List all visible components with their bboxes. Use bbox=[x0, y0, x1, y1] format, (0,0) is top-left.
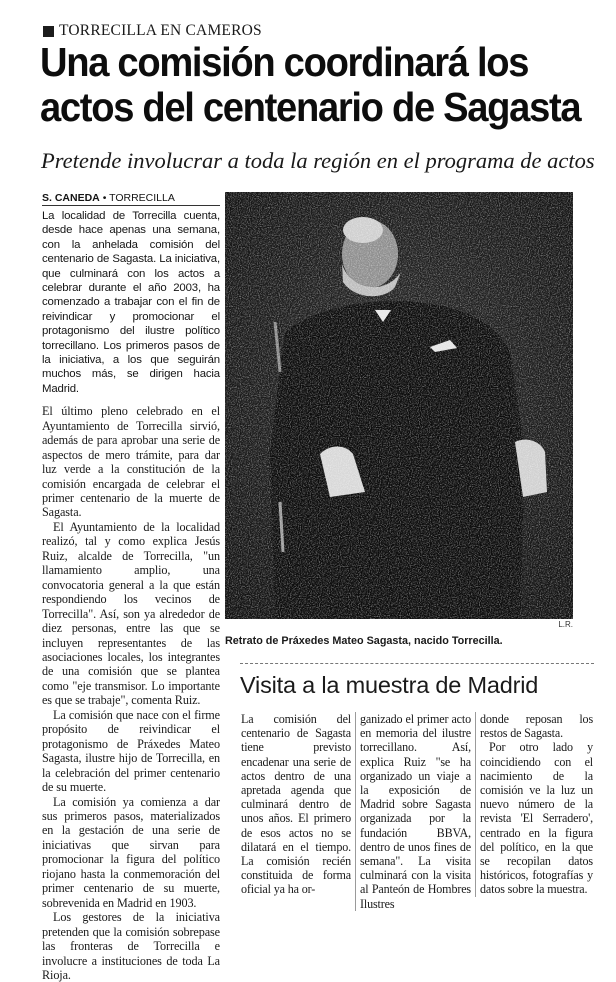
sidebar-column-1 bbox=[241, 712, 355, 897]
portrait-image bbox=[225, 192, 573, 619]
headline bbox=[40, 39, 581, 130]
photo-and-sidebar-column bbox=[225, 192, 609, 911]
sidebar-columns bbox=[241, 712, 609, 911]
sidebar-paragraph: La comisión del centenario de Sagasta tiene previsto encadenar una serie de actos dentro de una apretada agenda que culminará dentro de unos años. El primero de esos actos no se dilatará en el tiempo. La comisión recién constituida de forma oficial ya ha or- bbox=[241, 712, 351, 897]
sidebar-column-2 bbox=[355, 712, 475, 911]
byline bbox=[42, 192, 220, 206]
lead-paragraph: La localidad de Torrecilla cuenta, desde hace apenas una semana, con la anhelada comisión del centenario de Sagasta. La iniciativa, que culminará con los actos a celebrar durante el año 2003, ha comenzado a trabajar con el fin de reivindicar y promocionar el protagonismo del ilustre político torrecillano. Los primeros pasos de la iniciativa, a los que seguirán muchos más, se dirigen hacia Madrid. bbox=[42, 210, 220, 395]
body-paragraph: El Ayuntamiento de la localidad realizó, tal y como explica Jesús Ruiz, alcalde de Torrecilla, "un llamamiento amplio, una convocatoria general a la que están respondiendo los vecinos de Torrecilla". Así, son ya alrededor de diez personas, entre las que se incluyen representantes de las asociaciones locales, los integrantes de una comisión que se plantea como "eje transmisor. Lo importante es que se trabaje", comenta Ruiz. bbox=[42, 519, 220, 708]
body-paragraph: El último pleno celebrado en el Ayuntamiento de Torrecilla sirvió, además de para aprobar una serie de aspectos de mero trámite, para dar luz verde a la constitución de la comisión encargada de celebrar el primer centenario de la muerte de Sagasta. bbox=[42, 404, 220, 520]
headline-line-2: actos del centenario de Sagasta bbox=[40, 84, 581, 130]
sidebar-title: Visita a la muestra de Madrid bbox=[240, 672, 539, 698]
square-bullet-icon bbox=[43, 26, 54, 37]
body-paragraph: La comisión ya comienza a dar sus primeros pasos, materializados en la gestación de una serie de iniciativas que sirvan para promocionar la figura del político riojano hasta la conmemoración del primer centenario de su muerte, sobrevenida en Madrid en 1903. bbox=[42, 794, 220, 910]
photo-credit: L.R. bbox=[558, 620, 573, 629]
photo-caption: Retrato de Práxedes Mateo Sagasta, nacido Torrecilla. bbox=[225, 635, 503, 647]
section-label bbox=[43, 22, 262, 40]
body-paragraph: Los gestores de la iniciativa pretenden que la comisión sobrepase las fronteras de Torrecilla e involucre a instituciones de toda La Rioja. bbox=[42, 910, 220, 982]
sidebar-paragraph: ganizado el primer acto en memoria del ilustre torrecillano. Así, explica Ruiz "se ha organizado un viaje a la exposición de Madrid sobre Sagasta organizada por la fundación BBVA, dentro de unos fines de semana". La visita culminará con la visita al Panteón de Hombres Ilustres bbox=[360, 712, 471, 911]
byline-separator: • bbox=[102, 192, 107, 204]
sidebar-paragraph: donde reposan los restos de Sagasta. bbox=[480, 712, 593, 741]
body-paragraph: La comisión que nace con el firme propósito de reivindicar el protagonismo de Práxedes Mateo Sagasta, ilustre hijo de Torrecilla, en la celebración del primer centenario de su muerte. bbox=[42, 707, 220, 795]
main-article-column bbox=[42, 192, 220, 982]
portrait-photo bbox=[225, 192, 573, 619]
sidebar-column-3 bbox=[475, 712, 593, 897]
sidebar-paragraph: Por otro lado y coincidiendo con el nacimiento de la comisión ve la luz un nuevo número de la revista 'El Serradero', centrado en la figura del político, en la que se recopilan datos históricos, fotografías y datos sobre la muestra. bbox=[480, 740, 593, 897]
section-label-text: TORRECILLA EN CAMEROS bbox=[59, 22, 262, 39]
headline-line-1: Una comisión coordinará los bbox=[40, 39, 529, 85]
body-column bbox=[42, 404, 220, 982]
sidebar-divider bbox=[240, 663, 594, 664]
byline-author: S. CANEDA bbox=[42, 192, 100, 204]
byline-place: TORRECILLA bbox=[109, 192, 175, 204]
subtitle: Pretende involucrar a toda la región en el programa de actos bbox=[41, 148, 595, 173]
